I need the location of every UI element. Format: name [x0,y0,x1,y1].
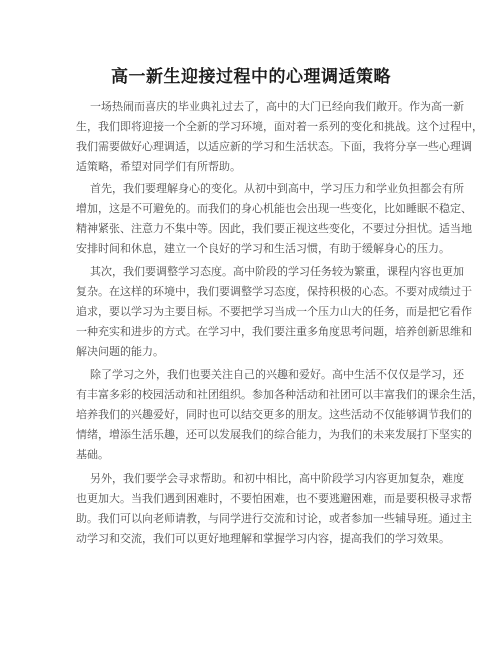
paragraph-1 [76,97,483,177]
document-title: 高一新生迎接过程中的心理调适策略 [111,67,391,87]
paragraph-line: 助。我们可以向老师请教，与同学进行交流和讨论，或者参加一些辅导班。通过主 [76,512,472,525]
paragraph-line: 除了学习之外，我们也要关注自己的兴趣和爱好。高中生活不仅仅是学习，还 [90,368,464,381]
paragraph-line: 一种充实和进步的方式。在学习中，我们要注重多角度思考问题，培养创新思维和 [76,325,472,338]
paragraph-line: 情绪，增添生活乐趣，还可以发展我们的综合能力，为我们的未来发展打下坚实的 [76,428,472,441]
paragraph-line: 生，我们即将迎接一个全新的学习环境，面对着一系列的变化和挑战。这个过程中， [76,120,483,133]
paragraph-line: 增加，这是不可避免的。而我们的身心机能也会出现一些变化，比如睡眠不稳定、 [76,202,472,215]
paragraph-5 [76,469,472,549]
paragraph-line: 有丰富多彩的校园活动和社团组织。参加各种活动和社团可以丰富我们的课余生活， [76,388,483,401]
paragraph-line: 复杂。在这样的环境中，我们要调整学习态度，保持积极的心态。不要对成绩过于 [76,285,472,298]
paragraph-line: 基础。 [76,448,109,461]
paragraph-line: 我们需要做好心理调适，以适应新的学习和生活状态。下面，我将分享一些心理调 [76,140,472,153]
paragraph-line: 其次，我们要调整学习态度。高中阶段的学习任务较为繁重，课程内容也更加 [90,265,464,278]
paragraph-2 [76,179,472,259]
paragraph-line: 安排时间和休息，建立一个良好的学习和生活习惯，有助于缓解身心的压力。 [76,242,450,255]
paragraph-4 [76,365,483,465]
paragraph-line: 首先，我们要理解身心的变化。从初中到高中，学习压力和学业负担都会有所 [90,182,464,195]
paragraph-line: 另外，我们要学会寻求帮助。和初中相比，高中阶段学习内容更加复杂，难度 [90,472,464,485]
paragraph-line: 精神紧张、注意力不集中等。因此，我们要正视这些变化，不要过分担忧。适当地 [76,222,472,235]
paragraph-line: 也更加大。当我们遇到困难时，不要怕困难，也不要逃避困难，而是要积极寻求帮 [76,492,472,505]
paragraph-line: 适策略，希望对同学们有所帮助。 [76,160,241,173]
paragraph-3 [76,262,472,362]
paragraph-line: 培养我们的兴趣爱好，同时也可以结交更多的朋友。这些活动不仅能够调节我们的 [76,408,472,421]
paragraph-line: 解决问题的能力。 [76,345,164,358]
paragraph-line: 一场热闹而喜庆的毕业典礼过去了，高中的大门已经向我们敞开。作为高一新 [90,100,464,113]
paragraph-line: 动学习和交流，我们可以更好地理解和掌握学习内容，提高我们的学习效果。 [76,532,450,545]
paragraph-line: 追求，要以学习为主要目标。不要把学习当成一个压力山大的任务，而是把它看作 [76,305,472,318]
